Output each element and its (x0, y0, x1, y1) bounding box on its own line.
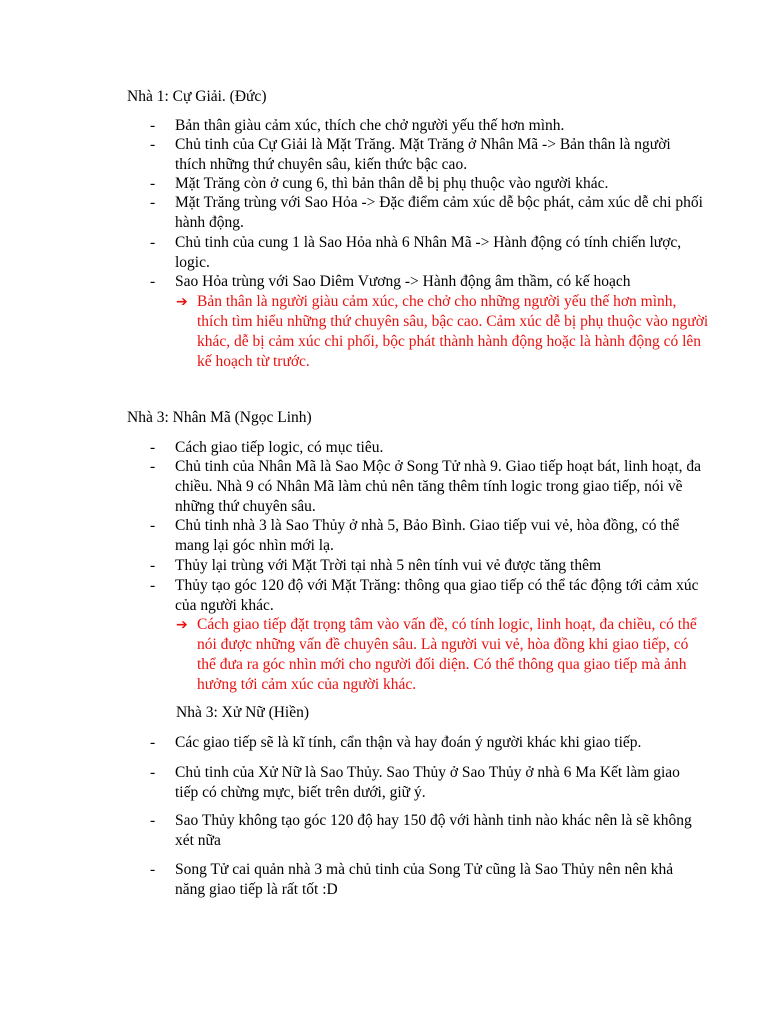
summary-text: Cách giao tiếp đặt trọng tâm vào vấn đề, có tính logic, linh hoạt, đa chiều, có thể nói được những vấn đề chuyên sâu. Là người vui vẻ, hòa đồng khi giao tiếp, có thể đưa ra góc nhìn mới cho người đối diện. Có thể thông qua giao tiếp mà ảnh hưởng tới cảm xúc của người khác. (197, 616, 697, 693)
list-item-text: Các giao tiếp sẽ là kĩ tính, cẩn thận và hay đoán ý người khác khi giao tiếp. (175, 734, 642, 751)
list-item-text: Chủ tinh của cung 1 là Sao Hỏa nhà 6 Nhân Mã -> Hành động có tính chiến lược, logic. (175, 234, 682, 271)
bullet-dash: - (150, 234, 156, 251)
section-heading: Nhà 1: Cự Giải. (Đức) (127, 88, 267, 105)
summary-text: Bản thân là người giàu cảm xúc, che chở cho những người yếu thế hơn mình, thích tìm hiểu những thứ chuyên sâu, bậc cao. Cảm xúc dễ bị phụ thuộc vào người khác, dễ bị cảm xúc chi phối, bộc phát thành hành động hoặc là hành động có lên kế hoạch từ trước. (197, 293, 709, 370)
bullet-dash: - (150, 812, 156, 829)
bullet-dash: - (150, 458, 156, 475)
list-item-text: Chủ tinh của Nhân Mã là Sao Mộc ở Song Tử nhà 9. Giao tiếp hoạt bát, linh hoạt, đa chiều. Nhà 9 có Nhân Mã làm chủ nên tăng thêm tính logic trong giao tiếp, nói về những thứ chuyên sâu. (175, 458, 702, 515)
bullet-dash: - (150, 273, 156, 290)
bullet-dash: - (150, 194, 156, 211)
list-item-text: Cách giao tiếp logic, có mục tiêu. (175, 439, 384, 456)
list-item-text: Mặt Trăng trùng với Sao Hỏa -> Đặc điểm cảm xúc dễ bộc phát, cảm xúc dễ chi phối hành động. (175, 194, 703, 231)
list-item-text: Sao Thủy không tạo góc 120 độ hay 150 độ với hành tinh nào khác nên là sẽ không xét nữa (175, 812, 692, 849)
section-heading: Nhà 3: Xử Nữ (Hiền) (176, 704, 310, 721)
list-item-text: Thủy lại trùng với Mặt Trời tại nhà 5 nên tính vui vẻ được tăng thêm (175, 557, 602, 574)
bullet-dash: - (150, 557, 156, 574)
bullet-dash: - (150, 577, 156, 594)
list-item-text: Chủ tinh nhà 3 là Sao Thủy ở nhà 5, Bảo Bình. Giao tiếp vui vẻ, hòa đồng, có thể mang lại góc nhìn mới lạ. (175, 517, 680, 554)
right-arrow-icon: ➔ (176, 294, 188, 310)
right-arrow-icon: ➔ (176, 617, 188, 633)
list-item-text: Thủy tạo góc 120 độ với Mặt Trăng: thông qua giao tiếp có thể tác động tới cảm xúc của người khác. (175, 577, 699, 614)
bullet-dash: - (150, 861, 156, 878)
bullet-dash: - (150, 734, 156, 751)
bullet-dash: - (150, 136, 156, 153)
list-item-text: Chủ tinh của Xử Nữ là Sao Thủy. Sao Thủy ở Sao Thủy ở nhà 6 Ma Kết làm giao tiếp có chừng mực, biết trên dưới, giữ ý. (175, 764, 680, 801)
section-heading: Nhà 3: Nhân Mã (Ngọc Linh) (127, 409, 312, 426)
bullet-dash: - (150, 175, 156, 192)
bullet-dash: - (150, 439, 156, 456)
list-item-text: Song Tử cai quản nhà 3 mà chủ tinh của Song Tử cũng là Sao Thủy nên nên khả năng giao tiếp là rất tốt :D (175, 861, 674, 898)
list-item-text: Chủ tinh của Cự Giải là Mặt Trăng. Mặt Trăng ở Nhân Mã -> Bản thân là người thích những thứ chuyên sâu, kiến thức bậc cao. (175, 136, 671, 173)
list-item-text: Mặt Trăng còn ở cung 6, thì bản thân dễ bị phụ thuộc vào người khác. (175, 175, 609, 192)
bullet-dash: - (150, 517, 156, 534)
bullet-dash: - (150, 764, 156, 781)
list-item-text: Sao Hỏa trùng với Sao Diêm Vương -> Hành động âm thầm, có kế hoạch (175, 273, 631, 290)
list-item-text: Bản thân giàu cảm xúc, thích che chở người yếu thế hơn mình. (175, 117, 565, 134)
bullet-dash: - (150, 117, 156, 134)
